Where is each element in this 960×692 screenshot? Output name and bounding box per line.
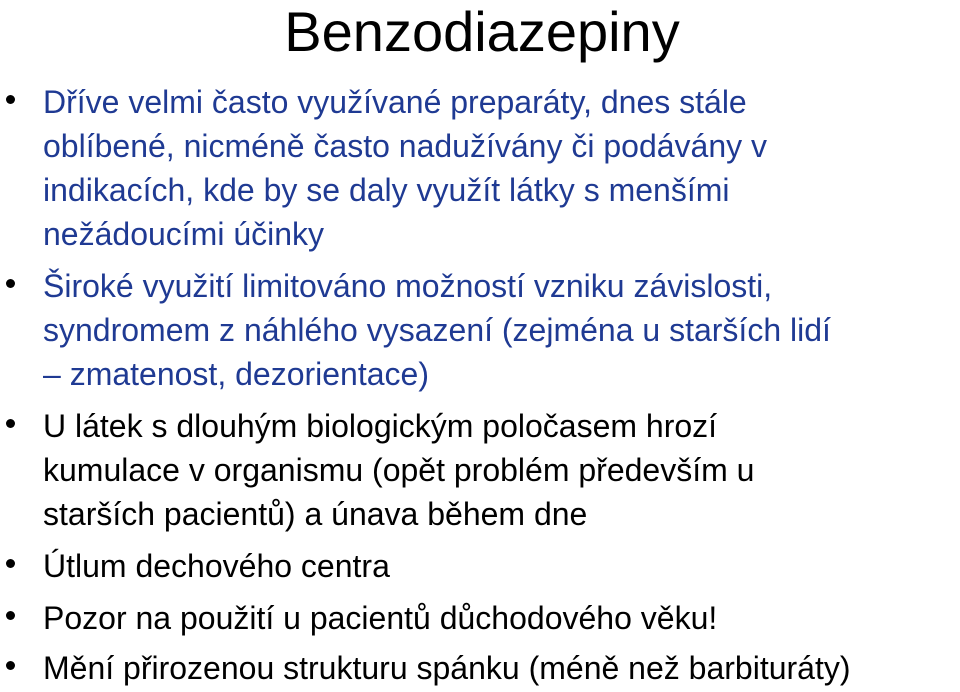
bullet-text-line: Dříve velmi často využívané preparáty, dnes stále (43, 84, 747, 120)
bullet-dot (6, 611, 15, 620)
bullet-dot (6, 419, 15, 428)
bullet-text-line: Útlum dechového centra (43, 548, 390, 584)
bullet-text-line: starších pacientů) a únava během dne (43, 496, 588, 532)
bullet-dot (6, 279, 15, 288)
bullet-dot (6, 95, 15, 104)
bullet-text-line: oblíbené, nicméně často nadužívány či podávány v (43, 128, 768, 164)
bullet-text-line: nežádoucími účinky (43, 216, 325, 252)
bullet-dot (6, 559, 15, 568)
slide-title: Benzodiazepiny (284, 0, 680, 63)
bullet-text-line: U látek s dlouhým biologickým poločasem hrozí (43, 408, 718, 444)
bullet-text-line: syndromem z náhlého vysazení (zejména u starších lidí (43, 312, 831, 348)
bullet-text-line: Pozor na použití u pacientů důchodového věku! (43, 600, 718, 636)
bullet-text-line: Mění přirozenou strukturu spánku (méně než barbituráty) (43, 650, 851, 686)
bullet-text-line: indikacích, kde by se daly využít látky s menšími (43, 172, 730, 208)
bullet-text-line: kumulace v organismu (opět problém především u (43, 452, 755, 488)
bullet-dot (6, 661, 15, 670)
bullet-text-line: Široké využití limitováno možností vzniku závislosti, (43, 268, 773, 304)
bullet-text-line: – zmatenost, dezorientace) (43, 356, 429, 392)
